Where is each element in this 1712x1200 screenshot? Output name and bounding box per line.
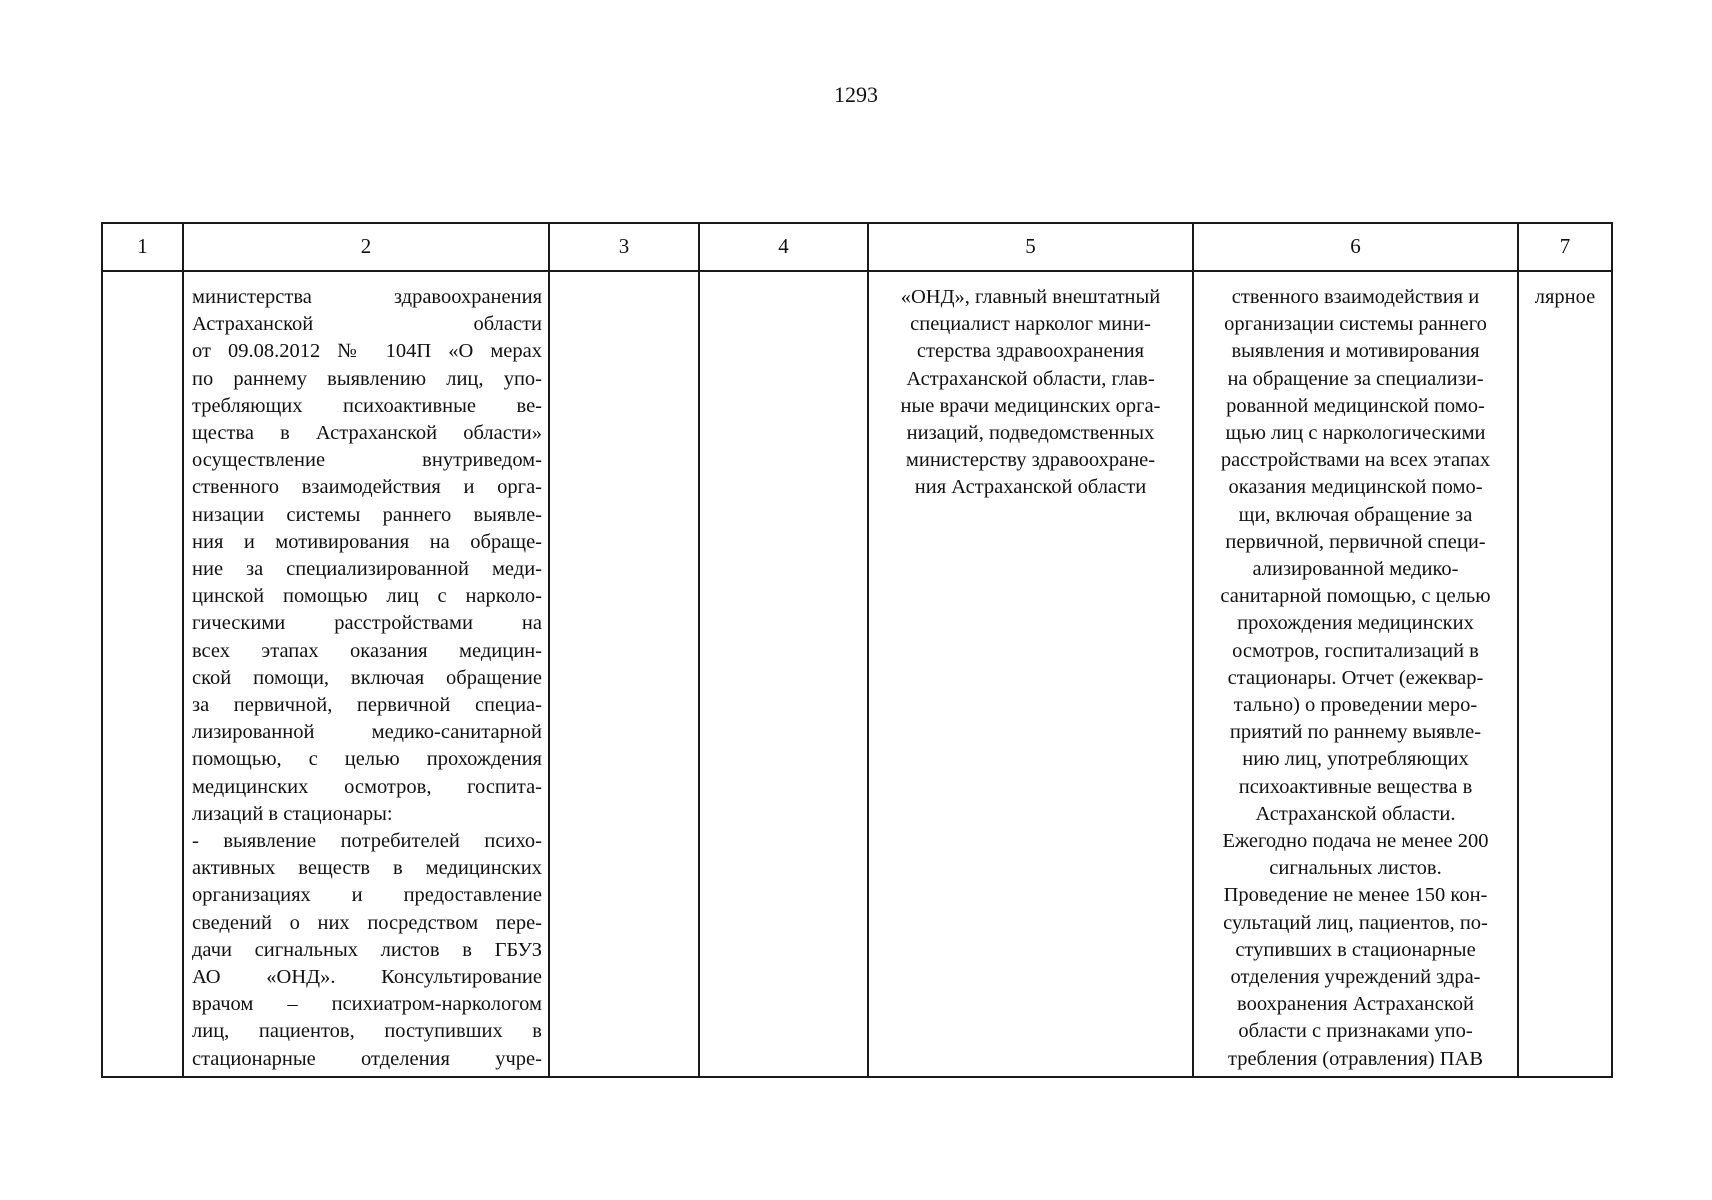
table-row bbox=[102, 271, 1612, 1077]
cell-col-2-line: - выявление потребителей психо- bbox=[192, 830, 542, 853]
cell-col-5-line: специалист нарколог мини- bbox=[910, 313, 1151, 336]
cell-col-5-line: Астраханской области, глав- bbox=[906, 367, 1155, 390]
header-col-7: 7 bbox=[1518, 223, 1612, 271]
cell-col-6-line: ступивших в стационарные bbox=[1235, 938, 1476, 961]
cell-col-2-text bbox=[184, 272, 548, 1073]
page-number: 1293 bbox=[834, 82, 878, 107]
cell-col-2-line: Астраханской области bbox=[192, 313, 542, 336]
cell-col-2-line: активных веществ в медицинских bbox=[192, 857, 542, 880]
cell-col-1 bbox=[102, 271, 183, 1077]
cell-col-5-text bbox=[869, 272, 1192, 502]
cell-col-2-line: АО «ОНД». Консультирование bbox=[192, 966, 542, 989]
cell-col-2-line: стационарные отделения учре- bbox=[192, 1047, 542, 1070]
header-col-3: 3 bbox=[549, 223, 699, 271]
cell-col-6-text bbox=[1194, 272, 1517, 1073]
cell-col-6-line: области с признаками упо- bbox=[1238, 1020, 1473, 1043]
cell-col-2-line: низации системы раннего выявле- bbox=[192, 503, 542, 526]
cell-col-6-line: психоактивные вещества в bbox=[1238, 775, 1473, 798]
cell-col-6-line: оказания медицинской помо- bbox=[1228, 476, 1483, 499]
cell-col-6-line: рованной медицинской помо- bbox=[1226, 394, 1485, 417]
cell-col-2-line: ской помощи, включая обращение bbox=[192, 666, 542, 689]
plan-table bbox=[101, 222, 1613, 1078]
cell-col-2-line: за первичной, первичной специа- bbox=[192, 694, 542, 717]
cell-col-6-line: щи, включая обращение за bbox=[1238, 503, 1473, 526]
cell-col-6-line: нию лиц, употребляющих bbox=[1242, 748, 1469, 771]
cell-col-2-line: цинской помощью лиц с нарколо- bbox=[192, 585, 542, 608]
cell-col-5 bbox=[868, 271, 1193, 1077]
cell-col-6-line: выявления и мотивирования bbox=[1231, 340, 1480, 363]
cell-col-6-line: воохранения Астраханской bbox=[1237, 993, 1474, 1016]
cell-col-2-line: дачи сигнальных листов в ГБУЗ bbox=[192, 938, 542, 961]
header-col-6: 6 bbox=[1193, 223, 1518, 271]
cell-col-5-line: «ОНД», главный внештатный bbox=[900, 286, 1161, 308]
table-header-row bbox=[102, 223, 1612, 271]
cell-col-1-text bbox=[103, 272, 182, 284]
cell-col-6-line: сультаций лиц, пациентов, по- bbox=[1223, 911, 1488, 934]
cell-col-4 bbox=[699, 271, 868, 1077]
cell-col-6-line: первичной, первичной специ- bbox=[1225, 530, 1486, 553]
cell-col-5-line: стерства здравоохранения bbox=[916, 340, 1145, 363]
cell-col-2-line: лиц, пациентов, поступивших в bbox=[192, 1020, 542, 1043]
cell-col-2-line: лизаций в стационары: bbox=[192, 802, 393, 825]
cell-col-6-line: щью лиц с наркологическими bbox=[1225, 422, 1486, 445]
cell-col-6-line: ализированной медико- bbox=[1252, 558, 1459, 581]
cell-col-2-line: ния и мотивирования на обраще- bbox=[192, 530, 542, 553]
cell-col-5-line: ные врачи медицинских орга- bbox=[900, 394, 1161, 417]
cell-col-6-line: осмотров, госпитализаций в bbox=[1232, 639, 1479, 662]
cell-col-6-line: прохождения медицинских bbox=[1237, 612, 1474, 635]
cell-col-6-line: приятий по раннему выявле- bbox=[1229, 721, 1482, 744]
header-col-1: 1 bbox=[102, 223, 183, 271]
cell-col-2-line: по раннему выявлению лиц, упо- bbox=[192, 367, 542, 390]
cell-col-4-text bbox=[700, 272, 867, 284]
cell-col-2-line: гическими расстройствами на bbox=[192, 612, 542, 635]
cell-col-5-line: министерству здравоохране- bbox=[905, 449, 1156, 472]
cell-col-6-line: Астраханской области. bbox=[1255, 802, 1456, 825]
cell-col-2-line: осуществление внутриведом- bbox=[192, 449, 542, 472]
cell-col-6-line: Ежегодно подача не менее 200 bbox=[1222, 830, 1489, 853]
cell-col-2-line: сведений о них посредством пере- bbox=[192, 911, 542, 934]
cell-col-2-line: медицинских осмотров, госпита- bbox=[192, 775, 542, 798]
cell-col-6-line: стационары. Отчет (ежеквар- bbox=[1227, 666, 1484, 689]
cell-col-2-line: от 09.08.2012 № 104П «О мерах bbox=[192, 340, 542, 363]
header-col-5: 5 bbox=[868, 223, 1193, 271]
cell-col-6-line: санитарной помощью, с целью bbox=[1220, 585, 1491, 608]
header-col-4: 4 bbox=[699, 223, 868, 271]
cell-col-6-line: Проведение не менее 150 кон- bbox=[1223, 884, 1488, 907]
cell-col-6-line: отделения учреждений здра- bbox=[1230, 966, 1481, 989]
cell-col-2-line: помощью, с целью прохождения bbox=[192, 748, 542, 771]
cell-col-2-line: всех этапах оказания медицин- bbox=[192, 639, 542, 662]
cell-col-3 bbox=[549, 271, 699, 1077]
cell-col-2-line: требляющих психоактивные ве- bbox=[192, 394, 542, 417]
cell-col-5-line: низаций, подведомственных bbox=[906, 422, 1155, 445]
cell-col-6-line: требления (отравления) ПАВ bbox=[1227, 1047, 1483, 1070]
cell-col-6-line: ственного взаимодействия и bbox=[1231, 286, 1480, 308]
cell-col-6-line: на обращение за специализи- bbox=[1227, 367, 1484, 390]
header-col-2: 2 bbox=[183, 223, 549, 271]
cell-col-6-line: тально) о проведении меро- bbox=[1233, 694, 1478, 717]
cell-col-6-line: расстройствами на всех этапах bbox=[1220, 449, 1491, 472]
cell-col-2 bbox=[183, 271, 549, 1077]
cell-col-7-text: лярное bbox=[1534, 286, 1596, 308]
cell-col-6 bbox=[1193, 271, 1518, 1077]
cell-col-5-line: ния Астраханской области bbox=[914, 476, 1147, 499]
cell-col-2-line: врачом – психиатром-наркологом bbox=[192, 993, 542, 1016]
cell-col-2-line: ственного взаимодействия и орга- bbox=[192, 476, 542, 499]
cell-col-2-line: щества в Астраханской области» bbox=[192, 422, 542, 445]
cell-col-2-line: ние за специализированной меди- bbox=[192, 558, 542, 581]
cell-col-3-text bbox=[550, 272, 698, 284]
cell-col-2-line: лизированной медико-санитарной bbox=[192, 721, 542, 744]
cell-col-2-line: организациях и предоставление bbox=[192, 884, 542, 907]
cell-col-6-line: сигнальных листов. bbox=[1269, 857, 1442, 880]
cell-col-7 bbox=[1518, 271, 1612, 1077]
cell-col-6-line: организации системы раннего bbox=[1224, 313, 1487, 336]
cell-col-2-line: министерства здравоохранения bbox=[192, 286, 542, 308]
